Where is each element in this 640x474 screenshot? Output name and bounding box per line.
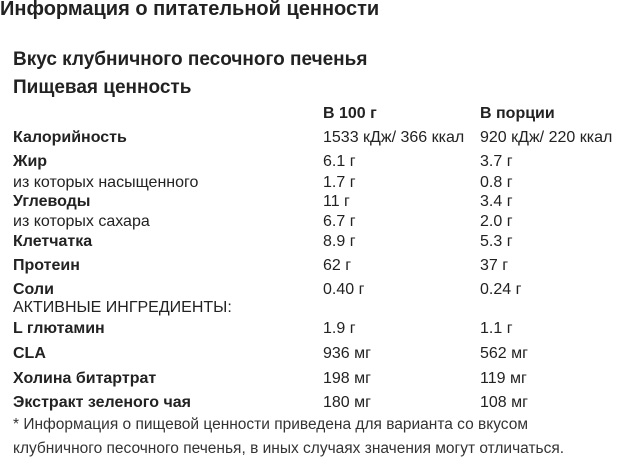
value-per-serving: 0.8 г [480,174,513,191]
value-per-serving: 0.24 г [480,281,522,298]
value-per100: 1533 кДж/ 366 ккал [323,129,465,146]
row-label: Жир [13,153,48,170]
row-label: Углеводы [13,193,91,210]
table-row [0,368,640,390]
row-label: Холина битартрат [13,370,157,387]
table-row [0,231,640,253]
value-per100: 1.9 г [323,320,356,337]
value-per-serving: 3.7 г [480,153,513,170]
table-row [0,279,640,301]
table-row [0,211,640,233]
value-per100: 0.40 г [323,281,365,298]
row-label: Калорийность [13,129,127,146]
table-row [0,127,640,149]
value-per100: 6.7 г [323,213,356,230]
value-per-serving: 2.0 г [480,213,513,230]
value-per100: 1.7 г [323,174,356,191]
table-row [0,392,640,414]
value-per-serving: 1.1 г [480,320,513,337]
value-per100: 198 мг [323,370,371,387]
row-label: Экстракт зеленого чая [13,394,191,411]
value-per100: 936 мг [323,345,371,362]
section-heading: Пищевая ценность [13,77,192,98]
row-label: Клетчатка [13,233,93,250]
page-title: Информация о питательной ценности [0,0,380,20]
value-per-serving: 108 мг [480,394,528,411]
table-row [0,255,640,277]
row-label: из которых сахара [13,213,150,230]
value-per-serving: 119 мг [480,370,527,387]
table-row [0,318,640,340]
value-per100: 8.9 г [323,233,356,250]
value-per-serving: 562 мг [480,345,528,362]
value-per100: 180 мг [323,394,371,411]
active-ingredients-heading: АКТИВНЫЕ ИНГРЕДИЕНТЫ: [13,299,232,316]
value-per-serving: 920 кДж/ 220 ккал [480,129,613,146]
value-per100: 11 г [323,193,350,210]
flavor-heading: Вкус клубничного песочного печенья [13,49,368,70]
footnote: * Информация о пищевой ценности приведена для варианта со вкусом клубничного песочного печенья, в иных случаях значения могут отличаться. [13,416,565,457]
row-label: из которых насыщенного [13,174,199,191]
table-row [0,151,640,173]
value-per-serving: 37 г [480,257,509,274]
value-per100: 6.1 г [323,153,356,170]
value-per-serving: 3.4 г [480,193,513,210]
column-header-per100: В 100 г [323,105,377,122]
table-row [0,191,640,213]
row-label: Соли [13,281,54,298]
row-label: Протеин [13,257,80,274]
row-label: L глютамин [13,320,105,337]
table-row [0,343,640,365]
value-per100: 62 г [323,257,352,274]
column-header-per-serving: В порции [480,105,555,122]
value-per-serving: 5.3 г [480,233,513,250]
row-label: CLA [13,345,46,362]
